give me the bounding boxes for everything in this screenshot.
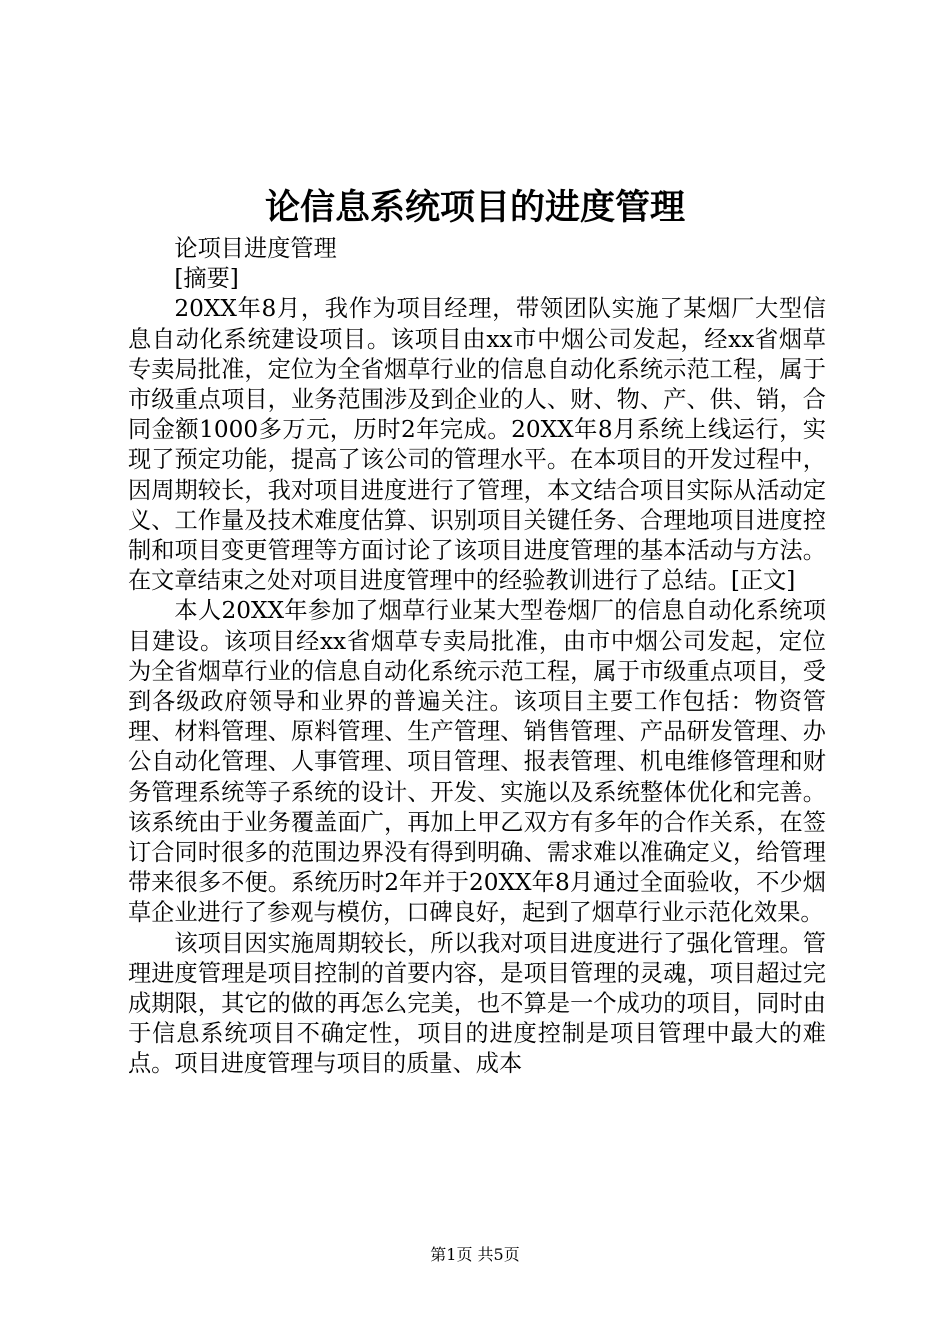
abstract-paragraph: 20XX年8月，我作为项目经理，带领团队实施了某烟厂大型信息自动化系统建设项目。该项目由xx市中烟公司发起，经xx省烟草专卖局批准，定位为全省烟草行业的信息自动化系统示范工程，属于市级重点项目，业务范围涉及到企业的人、财、物、产、供、销，合同金额1000多万元，历时2年完成。20XX年8月系统上线运行，实现了预定功能，提高了该公司的管理水平。在本项目的开发过程中，因周期较长，我对项目进度进行了管理，本文结合项目实际从活动定义、工作量及技术难度估算、识别项目关键任务、合理地项目进度控制和项目变更管理等方面讨论了该项目进度管理的基本活动与方法。在文章结束之处对项目进度管理中的经验教训进行了总结。[正文] [128, 295, 826, 595]
body-paragraph: 该项目因实施周期较长，所以我对项目进度进行了强化管理。管理进度管理是项目控制的首要内容，是项目管理的灵魂，项目超过完成期限，其它的做的再怎么完美，也不算是一个成功的项目，同时由于信息系统项目不确定性，项目的进度控制是项目管理中最大的难点。项目进度管理与项目的质量、成本 [128, 929, 826, 1078]
body-paragraph: 本人20XX年参加了烟草行业某大型卷烟厂的信息自动化系统项目建设。该项目经xx省烟草专卖局批准，由市中烟公司发起，定位为全省烟草行业的信息自动化系统示范工程，属于市级重点项目，受到各级政府领导和业界的普遍关注。该项目主要工作包括：物资管理、材料管理、原料管理、生产管理、销售管理、产品研发管理、办公自动化管理、人事管理、项目管理、报表管理、机电维修管理和财务管理系统等子系统的设计、开发、实施以及系统整体优化和完善。该系统由于业务覆盖面广，再加上甲乙双方有多年的合作关系，在签订合同时很多的范围边界没有得到明确、需求难以准确定义，给管理带来很多不便。系统历时2年并于20XX年8月通过全面验收，不少烟草企业进行了参观与模仿，口碑良好，起到了烟草行业示范化效果。 [128, 597, 826, 927]
page-footer: 第1页 共5页 [430, 1245, 520, 1264]
document-title: 论信息系统项目的进度管理 [264, 187, 685, 228]
abstract-label: [摘要] [174, 265, 239, 293]
document-body [128, 234, 826, 1080]
subtitle-paragraph: 论项目进度管理 [174, 235, 337, 262]
